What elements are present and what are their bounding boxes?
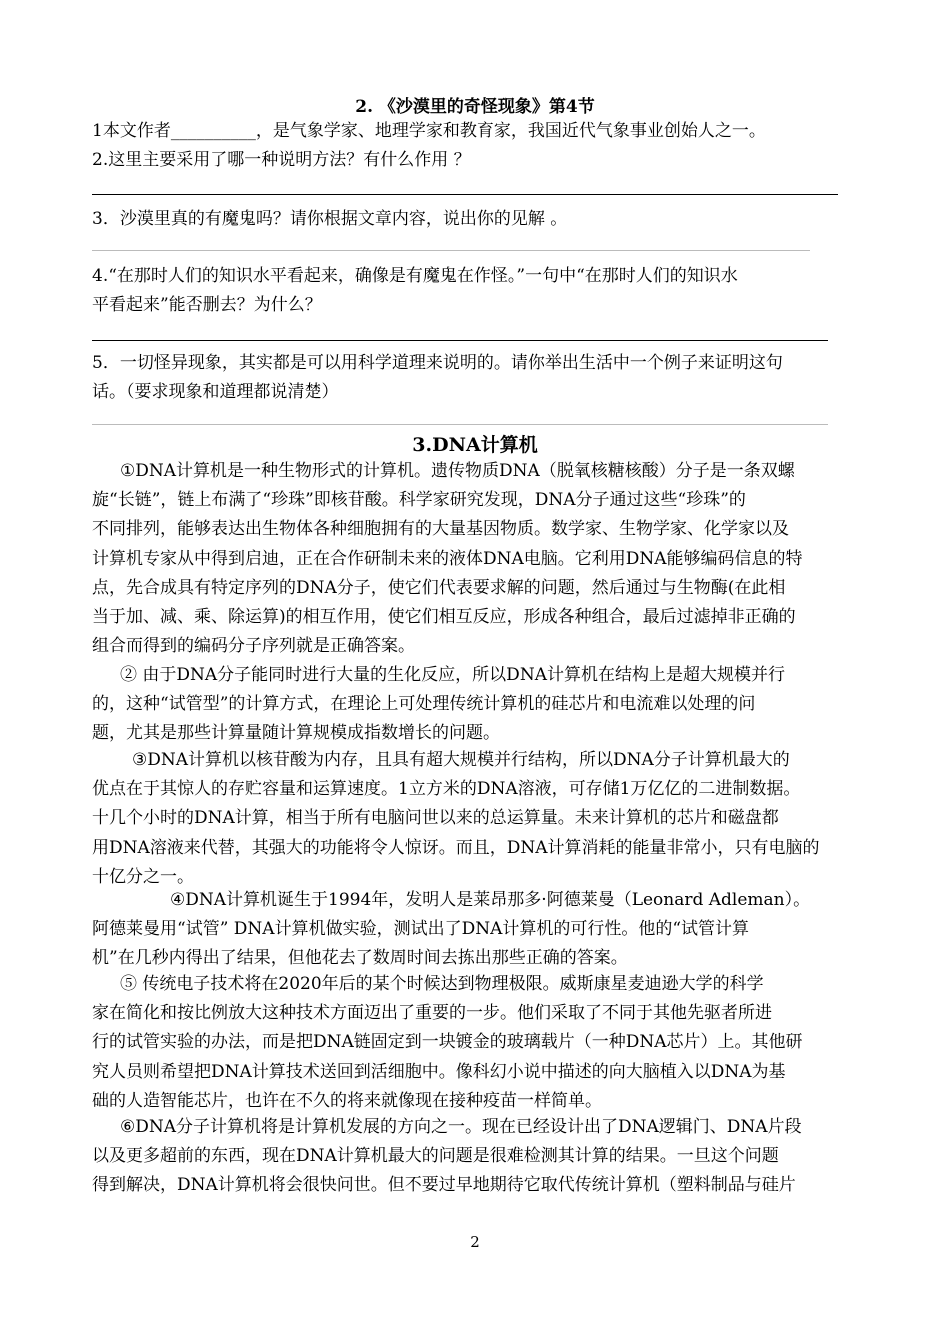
paragraph-line: ⑥DNA分子计算机将是计算机发展的方向之一。现在已经设计出了DNA逻辑门、DNA片段: [120, 1117, 802, 1137]
paragraph-line: 家在简化和按比例放大这种技术方面迈出了重要的一步。他们采取了不同于其他先驱者所进: [92, 1003, 772, 1024]
question-3: 3．沙漠里真的有魔鬼吗？请你根据文章内容，说出你的见解 。: [92, 209, 568, 229]
paragraph-line: ② 由于DNA分子能同时进行大量的生化反应，所以DNA计算机在结构上是超大规模并行: [120, 665, 785, 685]
question-4-line-1: 4.“在那时人们的知识水平看起来，确像是有魔鬼在作怪。”一句中“在那时人们的知识水: [92, 266, 738, 286]
paragraph-4: [92, 886, 862, 974]
question-2: 2.这里主要采用了哪一种说明方法？有什么作用 ？: [92, 150, 471, 170]
paragraph-line: 优点在于其惊人的存贮容量和运算速度。1立方米的DNA溶液，可存储1万亿亿的二进制数据。: [92, 779, 801, 800]
paragraph-6: [92, 1113, 862, 1201]
paragraph-line: ④DNA计算机诞生于1994年，发明人是莱昂那多·阿德莱曼（Leonard Adleman）。: [170, 890, 811, 910]
answer-line: [92, 424, 828, 425]
paragraph-line: 行的试管实验的办法，而是把DNA链固定到一块镀金的玻璃载片（一种DNA芯片）上。其他研: [92, 1032, 803, 1053]
paragraph-line: ⑤ 传统电子技术将在2020年后的某个时候达到物理极限。威斯康星麦迪逊大学的科学: [120, 974, 764, 994]
paragraph-line: 阿德莱曼用“试管” DNA计算机做实验，测试出了DNA计算机的可行性。他的“试管计算: [92, 919, 750, 940]
paragraph-line: 当于加、减、乘、除运算)的相互作用，使它们相互反应，形成各种组合，最后过滤掉非正确的: [92, 607, 796, 628]
answer-line: [92, 194, 838, 195]
paragraph-line: 旋“长链”，链上布满了“珍珠”即核苷酸。科学家研究发现，DNA分子通过这些“珍珠”的: [92, 490, 746, 511]
section3-title: 3.DNA计算机: [412, 434, 538, 456]
paragraph-line: 组合而得到的编码分子序列就是正确答案。: [92, 636, 415, 657]
paragraph-line: 题，尤其是那些计算量随计算规模成指数增长的问题。: [92, 723, 500, 744]
paragraph-1: [92, 457, 862, 661]
paragraph-line: 究人员则希望把DNA计算技术送回到活细胞中。像科幻小说中描述的向大脑植入以DNA为基: [92, 1061, 786, 1082]
paragraph-line: ①DNA计算机是一种生物形式的计算机。遗传物质DNA（脱氧核糖核酸）分子是一条双螺: [120, 461, 795, 481]
paragraph-line: 的，这种“试管型”的计算方式，在理论上可处理传统计算机的硅芯片和电流难以处理的问: [92, 694, 756, 715]
paragraph-line: 十几个小时的DNA计算，相当于所有电脑问世以来的总运算量。未来计算机的芯片和磁盘都: [92, 808, 779, 829]
paragraph-line: 点，先合成具有特定序列的DNA分子，使它们代表要求解的问题，然后通过与生物酶(在此相: [92, 577, 786, 598]
question-5-line-2: 话。（要求现象和道理都说清楚）: [92, 382, 339, 402]
paragraph-2: [92, 661, 862, 749]
paragraph-line: 以及更多超前的东西，现在DNA计算机最大的问题是很难检测其计算的结果。一旦这个问题: [92, 1146, 779, 1167]
paragraph-line: ③DNA计算机以核苷酸为内存，且具有超大规模并行结构，所以DNA分子计算机最大的: [132, 750, 790, 770]
paragraph-5: [92, 970, 862, 1116]
paragraph-line: 机”在几秒内得出了结果，但他花去了数周时间去拣出那些正确的答案。: [92, 948, 628, 969]
paragraph-line: 十亿分之一。: [92, 866, 194, 887]
question-4-line-2: 平看起来”能否删去？为什么？: [92, 295, 322, 315]
answer-line: [92, 340, 828, 341]
paragraph-line: 计算机专家从中得到启迪，正在合作研制未来的液体DNA电脑。它利用DNA能够编码信息的特: [92, 548, 803, 569]
paragraph-line: 用DNA溶液来代替，其强大的功能将令人惊讶。而且，DNA计算消耗的能量非常小，只有电脑的: [92, 837, 820, 858]
paragraph-line: 础的人造智能芯片，也许在不久的将来就像现在接种疫苗一样简单。: [92, 1090, 602, 1111]
question-5-line-1: 5．一切怪异现象，其实都是可以用科学道理来说明的。请你举出生活中一个例子来证明这句: [92, 353, 783, 373]
paragraph-line: 不同排列，能够表达出生物体各种细胞拥有的大量基因物质。数学家、生物学家、化学家以及: [92, 519, 789, 540]
paragraph-3: [92, 746, 862, 892]
paragraph-line: 得到解决，DNA计算机将会很快问世。但不要过早地期待它取代传统计算机（塑料制品与硅片: [92, 1175, 796, 1196]
question-1: 1本文作者__________，是气象学家、地理学家和教育家，我国近代气象事业创始人之一。: [92, 121, 766, 141]
section2-title: 2. 《沙漠里的奇怪现象》第4节: [355, 97, 595, 117]
answer-line: [92, 250, 810, 251]
page-number: 2: [470, 1233, 480, 1251]
